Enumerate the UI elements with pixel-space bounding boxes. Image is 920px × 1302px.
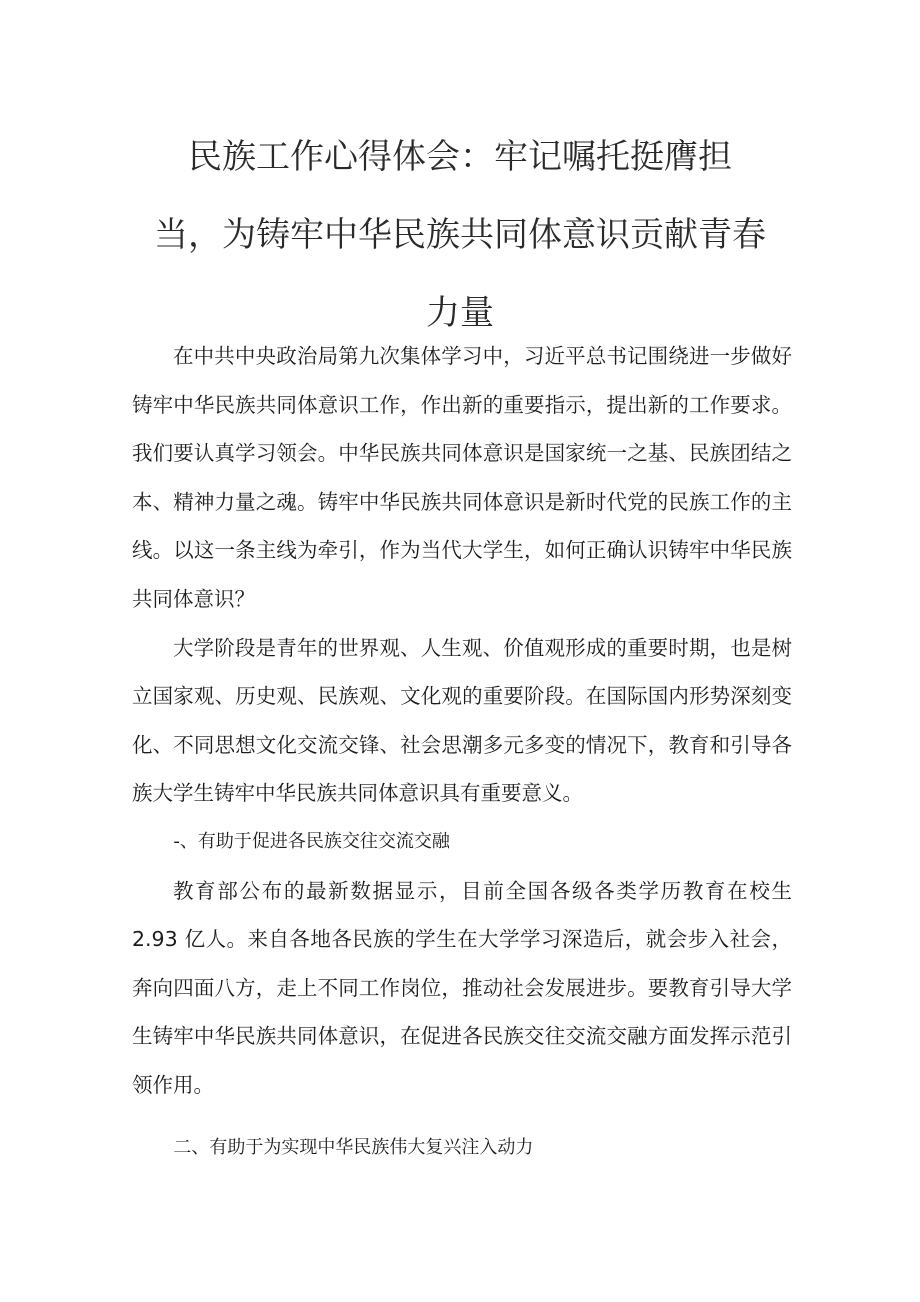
section-heading-1: -、有助于促进各民族交往交流交融 (173, 830, 450, 852)
title-line-1: 民族工作心得体会：牢记嘱托挺膺担 (188, 137, 732, 177)
paragraph-university-stage: 大学阶段是青年的世界观、人生观、价值观形成的重要时期，也是树立国家观、历史观、民族观、文化观的重要阶段。在国际国内形势深刻变化、不同思想文化交流交锋、社会思潮多元多变的情况下，教育和引导各族大学生铸牢中华民族共同体意识具有重要意义。 (132, 635, 792, 806)
section-heading-2: 二、有助于为实现中华民族伟大复兴注入动力 (173, 1136, 534, 1158)
title-line-3: 力量 (426, 293, 494, 333)
paragraph-intro: 在中共中央政治局第九次集体学习中，习近平总书记围绕进一步做好铸牢中华民族共同体意识工作，作出新的重要指示，提出新的工作要求。我们要认真学习领会。中华民族共同体意识是国家统一之基、民族团结之本、精神力量之魂。铸牢中华民族共同体意识是新时代党的民族工作的主线。以这一条主线为牵引，作为当代大学生，如何正确认识铸牢中华民族共同体意识？ (132, 344, 792, 611)
document-title (120, 118, 800, 352)
paragraph-education-data: 教育部公布的最新数据显示，目前全国各级各类学历教育在校生 2.93 亿人。来自各地各民族的学生在大学学习深造后，就会步入社会，奔向四面八方，走上不同工作岗位，推动社会发展进步。要教育引导大学生铸牢中华民族共同体意识，在促进各民族交往交流交融方面发挥示范引领作用。 (132, 878, 792, 1097)
title-line-2: 当，为铸牢中华民族共同体意识贡献青春 (154, 215, 766, 255)
document-body (132, 332, 792, 1172)
